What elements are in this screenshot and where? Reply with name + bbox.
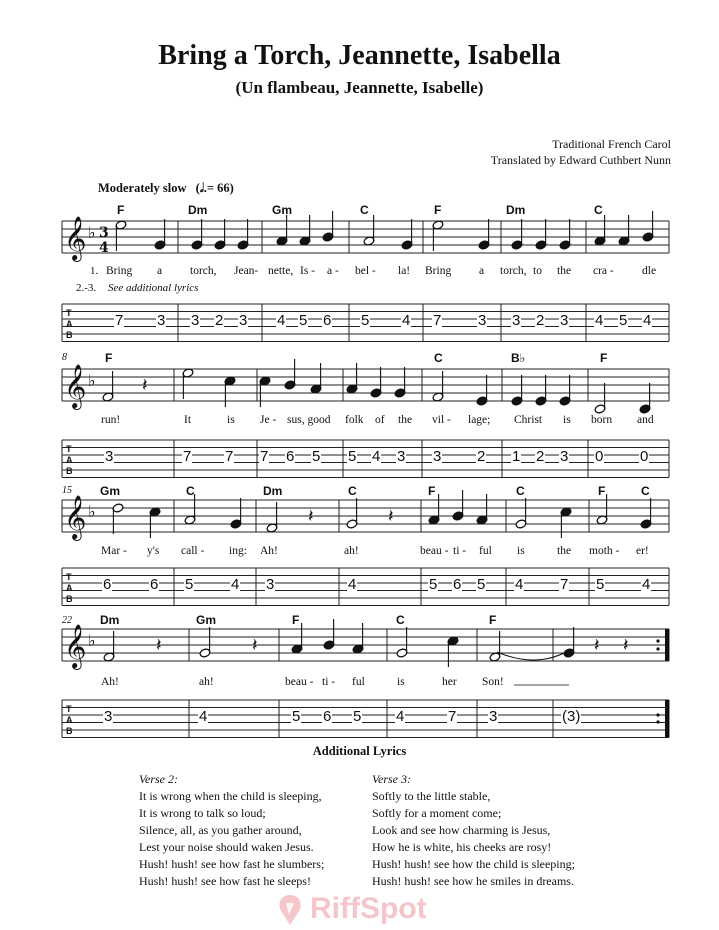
chord-symbol: C <box>641 484 650 498</box>
svg-text:𝄽: 𝄽 <box>308 506 314 527</box>
composer-credit: Traditional French Carol <box>552 137 671 151</box>
verse-line: Softly for a moment come; <box>372 806 502 820</box>
svg-text:B: B <box>66 466 73 476</box>
tab-fret-number: 4 <box>348 576 357 593</box>
lyric-syllable: is <box>227 414 235 426</box>
lyric-syllable: torch, <box>190 265 217 277</box>
lyric-syllable: is <box>397 676 405 688</box>
lyric-syllable: nette, <box>268 265 294 277</box>
chord-symbol: C <box>396 613 405 627</box>
tempo-value: = 66 <box>206 181 230 195</box>
svg-text:♭: ♭ <box>88 502 96 521</box>
lyric-syllable: dle <box>642 265 657 277</box>
tab-fret-number: 3 <box>433 448 442 465</box>
svg-text:B: B <box>66 594 73 604</box>
lyric-syllable: bel - <box>355 265 376 277</box>
lyric-syllable: ah! <box>344 545 359 557</box>
svg-text:T: T <box>66 572 72 582</box>
lyric-syllable: la! <box>398 265 411 277</box>
tab-fret-number: 4 <box>372 448 381 465</box>
chord-symbol: C <box>516 484 525 498</box>
lyric-syllable: Son! <box>482 676 504 688</box>
lyric-syllable: Ah! <box>260 545 278 557</box>
lyric-syllable: Je - <box>260 414 277 426</box>
chord-symbol: Gm <box>272 203 293 217</box>
verse-line: Silence, all, as you gather around, <box>139 823 302 837</box>
measure-number: 15 <box>62 485 72 496</box>
svg-text:T: T <box>66 308 72 318</box>
svg-text:𝄽: 𝄽 <box>142 375 148 396</box>
chord-symbol: C <box>434 351 443 365</box>
song-subtitle: (Un flambeau, Jeannette, Isabelle) <box>235 78 484 97</box>
tab-fret-number: 4 <box>642 576 651 593</box>
tempo-close: ) <box>229 181 234 195</box>
tab-fret-number: 3 <box>397 448 406 465</box>
svg-text:A: A <box>66 455 73 465</box>
svg-text:T: T <box>66 444 72 454</box>
svg-text:4: 4 <box>99 240 109 256</box>
chord-symbol: C <box>360 203 369 217</box>
lyric-syllable: ful <box>479 545 492 557</box>
lyric-syllable: a <box>479 265 485 277</box>
tab-fret-number: 4 <box>277 312 286 329</box>
lyric-syllable: her <box>442 676 457 688</box>
riffspot-logo-text: RiffSpot <box>310 892 427 925</box>
tab-fret-number: 5 <box>312 448 321 465</box>
svg-text:3: 3 <box>99 225 109 241</box>
tab-fret-number: 5 <box>185 576 194 593</box>
svg-text:A: A <box>66 583 73 593</box>
svg-text:𝄞: 𝄞 <box>64 495 87 539</box>
lyric-syllable: beau - <box>420 545 449 557</box>
tab-fret-number: 3 <box>191 312 200 329</box>
lyric-syllable: Jean- <box>234 265 259 277</box>
tab-fret-number: 6 <box>323 708 332 725</box>
tempo-note-icon: (𝅗𝅥. <box>195 181 207 195</box>
lyric-syllable: It <box>184 414 192 426</box>
verse-line: Hush! hush! see how the child is sleeping; <box>372 857 575 871</box>
song-title: Bring a Torch, Jeannette, Isabella <box>158 40 561 71</box>
tab-fret-number: 4 <box>595 312 604 329</box>
chord-symbol: F <box>117 203 125 217</box>
verse-3-block <box>372 772 575 889</box>
svg-text:A: A <box>66 319 73 329</box>
tempo-text: Moderately slow <box>98 181 187 195</box>
verse-line: It is wrong when the child is sleeping, <box>139 789 322 803</box>
lyric-syllable: y's <box>147 545 160 557</box>
tab-fret-number: 2 <box>536 312 545 329</box>
lyric-syllable: the <box>398 414 413 426</box>
verse-number: 2.-3. <box>76 282 97 294</box>
chord-symbol: F <box>428 484 436 498</box>
tab-fret-number: 5 <box>596 576 605 593</box>
tab-fret-number: 6 <box>150 576 159 593</box>
svg-text:𝄽: 𝄽 <box>594 635 600 656</box>
svg-text:♭: ♭ <box>88 371 96 390</box>
tab-fret-number: 7 <box>448 708 457 725</box>
verse-line: Hush! hush! see how fast he sleeps! <box>139 874 311 888</box>
svg-text:T: T <box>66 704 72 714</box>
tab-fret-number: 5 <box>429 576 438 593</box>
lyric-syllable: run! <box>101 414 121 426</box>
tab-fret-number: 3 <box>512 312 521 329</box>
lyric-syllable: and <box>637 414 654 426</box>
tab-fret-number: (3) <box>562 708 581 725</box>
tab-fret-number: 3 <box>489 708 498 725</box>
tab-fret-number: 7 <box>560 576 569 593</box>
svg-text:♭: ♭ <box>88 223 96 242</box>
lyric-syllable: a <box>157 265 163 277</box>
chord-symbol: F <box>434 203 442 217</box>
lyric-syllable: the <box>557 545 572 557</box>
chord-symbol: Gm <box>100 484 121 498</box>
lyric-syllable: Mar - <box>101 545 127 557</box>
verse-line: Hush! hush! see how he smiles in dreams. <box>372 874 574 888</box>
tab-fret-number: 1 <box>512 448 521 465</box>
verse-line: It is wrong to talk so loud; <box>139 806 266 820</box>
lyric-syllable: Bring <box>106 265 133 277</box>
tab-fret-number: 3 <box>104 708 113 725</box>
svg-text:𝄽: 𝄽 <box>252 635 258 656</box>
lyric-syllable: Is - <box>300 265 316 277</box>
svg-text:𝄽: 𝄽 <box>156 635 162 656</box>
tab-fret-number: 3 <box>157 312 166 329</box>
lyric-syllable: ing: <box>229 545 247 557</box>
verse-2-block <box>139 772 324 889</box>
chord-symbol: C <box>186 484 195 498</box>
tab-fret-number: 6 <box>453 576 462 593</box>
tab-fret-number: 4 <box>396 708 405 725</box>
tab-fret-number: 3 <box>266 576 275 593</box>
tab-fret-number: 3 <box>478 312 487 329</box>
chord-symbol: B♭ <box>511 351 526 365</box>
tab-fret-number: 4 <box>199 708 208 725</box>
tab-fret-number: 0 <box>640 448 649 465</box>
tab-fret-number: 3 <box>560 448 569 465</box>
chord-symbol: F <box>105 351 113 365</box>
tab-fret-number: 7 <box>115 312 124 329</box>
verse-line: Look and see how charming is Jesus, <box>372 823 551 837</box>
tab-fret-number: 4 <box>231 576 240 593</box>
chord-symbol: Dm <box>506 203 526 217</box>
chord-symbol: Dm <box>263 484 283 498</box>
tab-fret-number: 4 <box>402 312 411 329</box>
chord-symbol: Dm <box>100 613 120 627</box>
lyric-syllable: of <box>375 414 385 426</box>
chord-symbol: Dm <box>188 203 208 217</box>
lyric-syllable: call - <box>181 545 205 557</box>
tab-fret-number: 7 <box>225 448 234 465</box>
tab-fret-number: 5 <box>353 708 362 725</box>
lyric-syllable: beau - <box>285 676 314 688</box>
lyric-syllable: torch, <box>500 265 527 277</box>
tab-fret-number: 2 <box>536 448 545 465</box>
tab-fret-number: 5 <box>299 312 308 329</box>
lyric-syllable: ti - <box>453 545 467 557</box>
svg-text:𝄞: 𝄞 <box>64 364 87 408</box>
lyric-syllable: Bring <box>425 265 452 277</box>
additional-lyrics-title: Additional Lyrics <box>312 744 407 758</box>
verse-line: Hush! hush! see how fast he slumbers; <box>139 857 325 871</box>
svg-text:B: B <box>66 726 73 736</box>
svg-text:𝄞: 𝄞 <box>64 624 87 668</box>
tab-fret-number: 5 <box>361 312 370 329</box>
svg-text:𝄽: 𝄽 <box>388 506 394 527</box>
svg-text:A: A <box>66 715 73 725</box>
tab-fret-number: 2 <box>215 312 224 329</box>
tab-fret-number: 5 <box>619 312 628 329</box>
tab-fret-number: 0 <box>595 448 604 465</box>
tab-fret-number: 4 <box>515 576 524 593</box>
additional-lyrics-note: See additional lyrics <box>108 282 199 294</box>
lyric-syllable: cra - <box>593 265 614 277</box>
tab-fret-number: 7 <box>183 448 192 465</box>
lyric-syllable: moth - <box>589 545 620 557</box>
measure-number: 22 <box>62 615 72 626</box>
tab-fret-number: 6 <box>103 576 112 593</box>
lyric-syllable: vil - <box>432 414 451 426</box>
lyric-syllable: the <box>557 265 572 277</box>
tab-fret-number: 3 <box>105 448 114 465</box>
tab-fret-number: 2 <box>477 448 486 465</box>
verse-2-label: Verse 2: <box>139 772 178 786</box>
lyric-syllable: ah! <box>199 676 214 688</box>
lyric-syllable: born <box>591 414 613 426</box>
lyric-syllable: er! <box>636 545 649 557</box>
lyric-syllable: Ah! <box>101 676 119 688</box>
tab-fret-number: 4 <box>643 312 652 329</box>
lyric-syllable: a - <box>327 265 339 277</box>
chord-symbol: C <box>348 484 357 498</box>
measure-number: 8 <box>62 352 67 363</box>
lyric-syllable: is <box>563 414 571 426</box>
verse-line: How he is white, his cheeks are rosy! <box>372 840 552 854</box>
lyric-syllable: lage; <box>468 414 491 426</box>
tab-fret-number: 5 <box>477 576 486 593</box>
verse-line: Lest your noise should waken Jesus. <box>139 840 314 854</box>
chord-symbol: C <box>594 203 603 217</box>
riffspot-logo-icon <box>275 893 305 927</box>
tab-fret-number: 6 <box>286 448 295 465</box>
lyric-syllable: ti - <box>322 676 336 688</box>
lyric-syllable: Christ <box>514 414 543 426</box>
lyric-syllable: is <box>517 545 525 557</box>
chord-symbol: F <box>292 613 300 627</box>
chord-symbol: F <box>600 351 608 365</box>
tab-fret-number: 7 <box>433 312 442 329</box>
svg-text:♭: ♭ <box>88 631 96 650</box>
tab-fret-number: 5 <box>292 708 301 725</box>
lyric-syllable: ful <box>352 676 365 688</box>
tab-fret-number: 3 <box>239 312 248 329</box>
verse-number: 1. <box>90 265 99 277</box>
lyric-syllable: to <box>533 265 542 277</box>
lyric-syllable: sus, good <box>287 414 331 426</box>
svg-text:𝄽: 𝄽 <box>623 635 629 656</box>
tab-fret-number: 6 <box>323 312 332 329</box>
lyric-syllable: folk <box>345 414 364 426</box>
svg-text:𝄞: 𝄞 <box>64 216 87 260</box>
svg-text:B: B <box>66 330 73 340</box>
tab-fret-number: 3 <box>560 312 569 329</box>
tab-fret-number: 5 <box>348 448 357 465</box>
verse-line: Softly to the little stable, <box>372 789 491 803</box>
verse-3-label: Verse 3: <box>372 772 411 786</box>
chord-symbol: F <box>489 613 497 627</box>
tab-fret-number: 7 <box>260 448 269 465</box>
translator-credit: Translated by Edward Cuthbert Nunn <box>490 153 671 167</box>
chord-symbol: F <box>598 484 606 498</box>
chord-symbol: Gm <box>196 613 217 627</box>
